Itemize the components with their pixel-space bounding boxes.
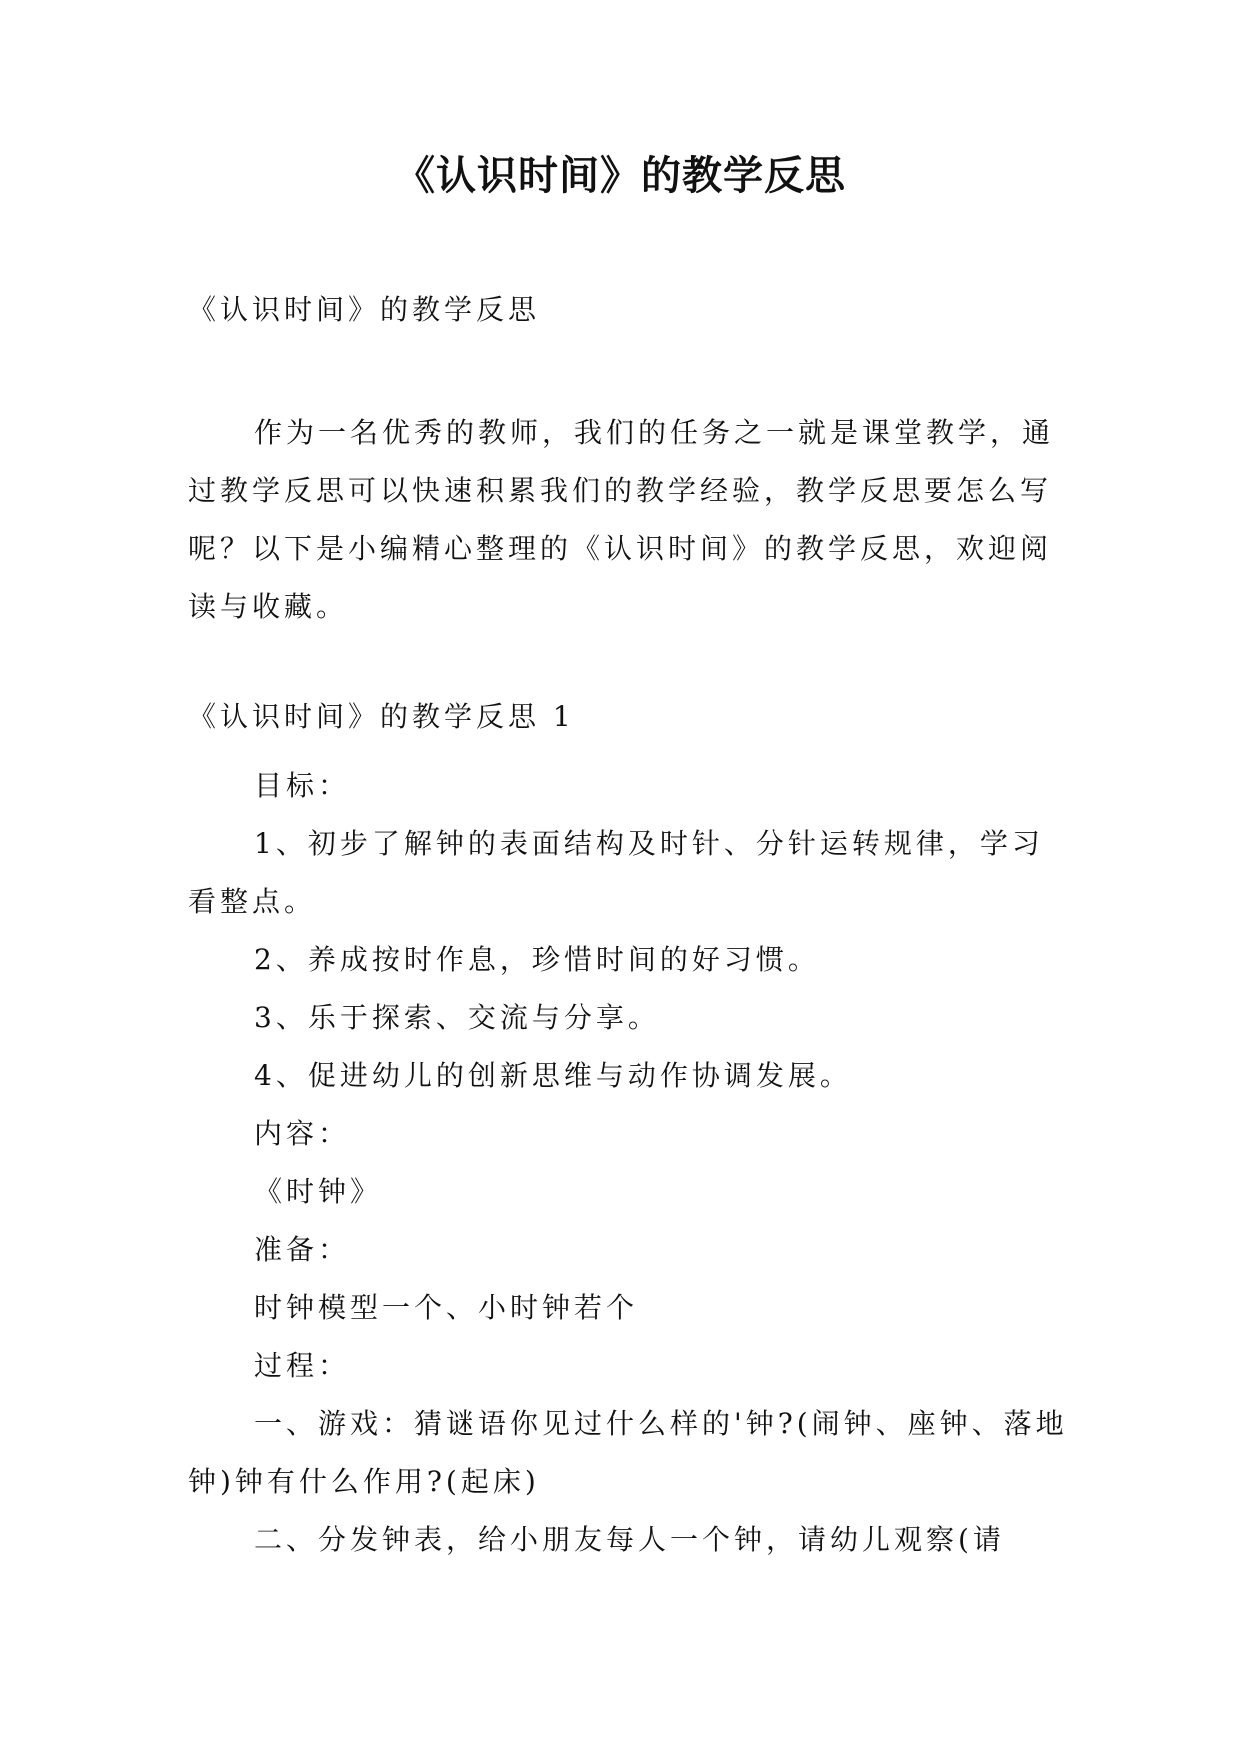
- paragraph-process-step-2: 二、分发钟表，给小朋友每人一个钟，请幼儿观察(请: [254, 1523, 1005, 1556]
- paragraph-goal-1: 1、初步了解钟的表面结构及时针、分针运转规律，学习看整点。: [188, 827, 1044, 918]
- paragraph-goal-2: 2、养成按时作息，珍惜时间的好习惯。: [254, 943, 820, 976]
- paragraph-goal-3: 3、乐于探索、交流与分享。: [254, 1001, 660, 1034]
- intro-paragraph: 作为一名优秀的教师，我们的任务之一就是课堂教学，通过教学反思可以快速积累我们的教学经验，教学反思要怎么写呢？以下是小编精心整理的《认识时间》的教学反思，欢迎阅读与收藏。: [188, 416, 1055, 623]
- document-subtitle: 《认识时间》的教学反思: [188, 293, 541, 326]
- paragraph-process-step-1: 一、游戏：猜谜语你见过什么样的'钟?(闹钟、座钟、落地钟)钟有什么作用?(起床): [188, 1407, 1068, 1498]
- paragraph-goal-4: 4、促进幼儿的创新思维与动作协调发展。: [254, 1059, 852, 1092]
- paragraph-process-label: 过程：: [254, 1349, 351, 1382]
- paragraph-prep-label: 准备：: [254, 1233, 351, 1266]
- section-heading: 《认识时间》的教学反思 1: [188, 700, 575, 733]
- document-title: 《认识时间》的教学反思: [395, 153, 846, 199]
- section-content: [188, 757, 1068, 1569]
- paragraph-goals-label: 目标：: [254, 769, 351, 802]
- paragraph-content-title: 《时钟》: [254, 1175, 383, 1208]
- paragraph-content-label: 内容：: [254, 1117, 351, 1150]
- paragraph-prep-items: 时钟模型一个、小时钟若个: [254, 1291, 639, 1324]
